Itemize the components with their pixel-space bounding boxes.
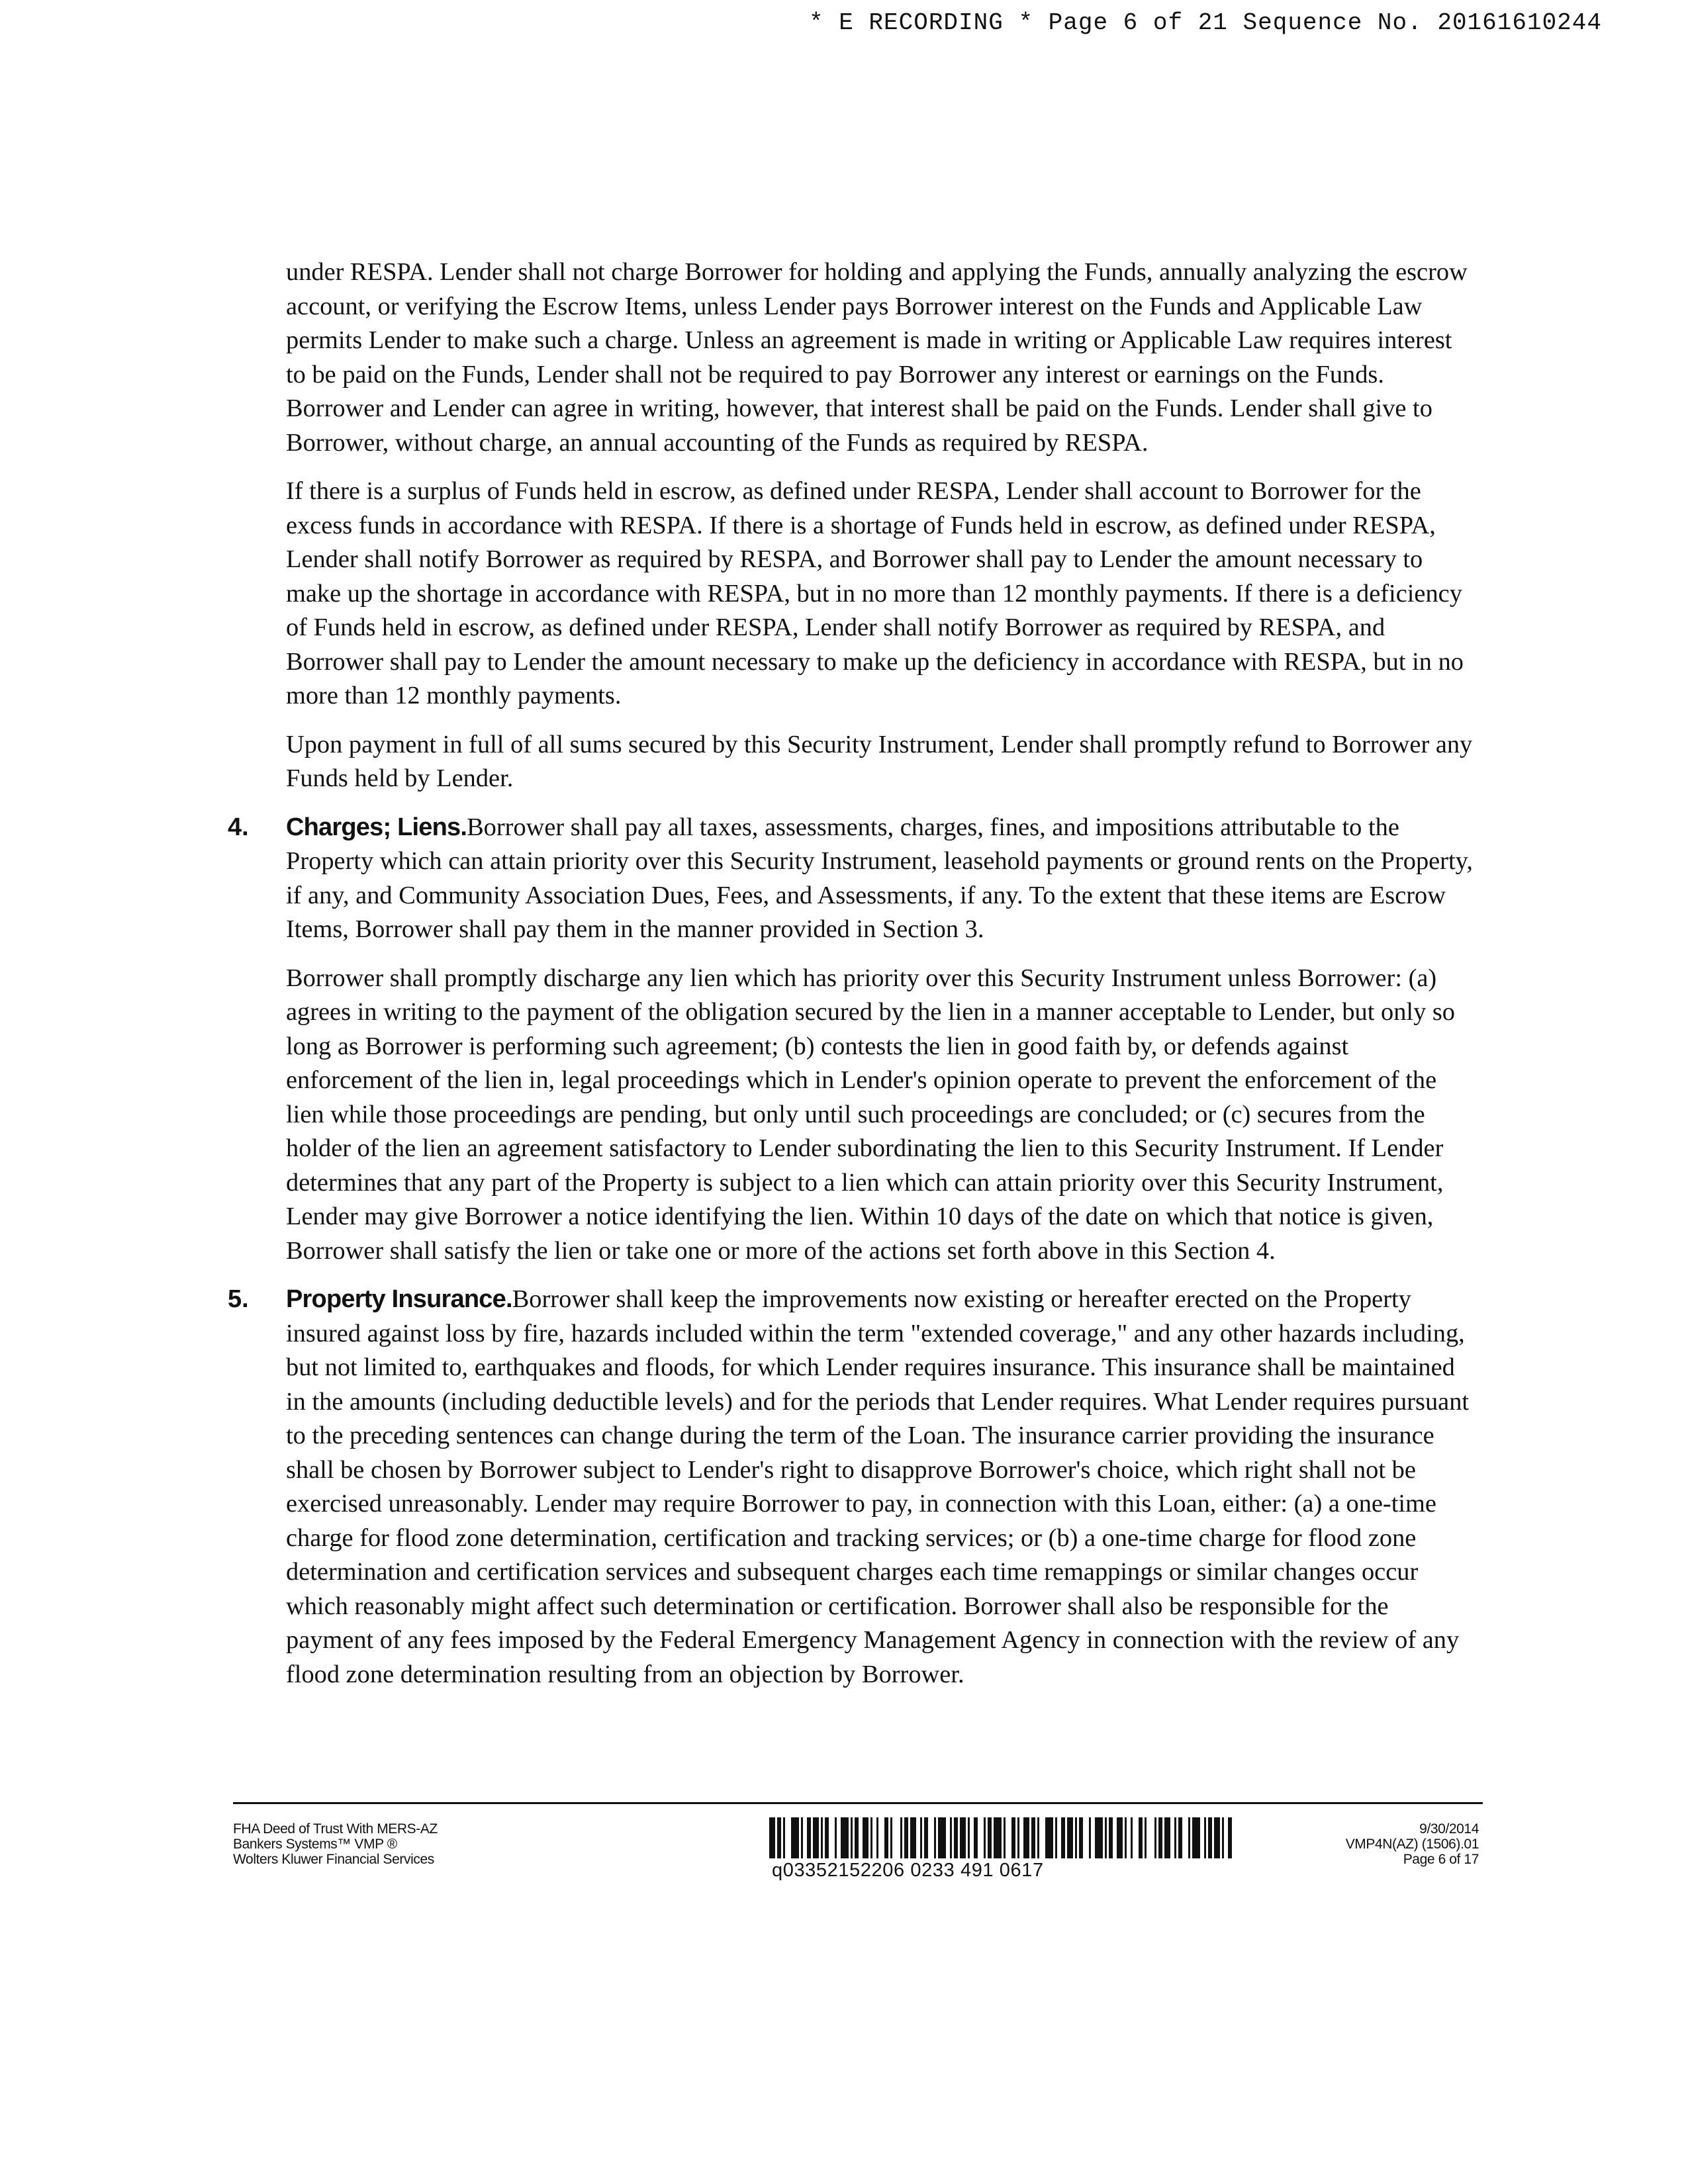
barcode-bar	[1188, 1817, 1190, 1858]
barcode-graphic	[769, 1817, 1233, 1858]
barcode-bar	[1045, 1817, 1053, 1858]
barcode-bar	[1208, 1817, 1212, 1858]
barcode-bar	[1061, 1817, 1065, 1858]
barcode-bar	[974, 1817, 978, 1858]
barcode-bar	[841, 1817, 849, 1858]
barcode-bar	[920, 1817, 922, 1858]
barcode-bar	[968, 1817, 970, 1858]
barcode-bar	[863, 1817, 868, 1858]
barcode-bar	[1174, 1817, 1176, 1858]
barcode-bar	[1079, 1817, 1083, 1858]
barcode-bar	[1204, 1817, 1206, 1858]
paragraph-lien-discharge: Borrower shall promptly discharge any lien which has priority over this Security Instrument unless Borrower: (a) agrees in writing to the payment of the obligation secured by the lien in a manner acceptable to Lender, but only so long as Borrower is performing such agreement; (b) contests the lien in good faith by, or defends against enforcement of the lien in, legal proceedings which in Lender's opinion operate to prevent the enforcement of the lien while those proceedings are pending, but only until such proceedings are concluded; or (c) secures from the holder of the lien an agreement satisfactory to Lender subordinating the lien to this Security Instrument. If Lender determines that any part of the Property is subject to a lien which can attain priority over this Security Instrument, Lender may give Borrower a notice identifying the lien. Within 10 days of the date on which that notice is given, Borrower shall satisfy the lien or take one or more of the actions set forth above in this Section 4.	[286, 964, 1456, 1265]
footer-company: Wolters Kluwer Financial Services	[233, 1852, 434, 1867]
section-title: Charges; Liens.	[286, 813, 467, 841]
barcode-bar	[1158, 1817, 1162, 1858]
barcode-bar	[835, 1817, 837, 1858]
section-text: Borrower shall keep the improvements now existing or hereafter erected on the Property insured against loss by fire, hazards included within the term "extended coverage," and any other hazards including, but not limited to, earthquakes and floods, for which Lender requires insurance. This insurance shall be maintained in the amounts (including deductible levels) and for the periods that Lender requires. What Lender requires pursuant to the preceding sentences can change during the term of the Loan. The insurance carrier providing the insurance shall be chosen by Borrower subject to Lender's right to disapprove Borrower's choice, which right shall not be exercised unreasonably. Lender may require Borrower to pay, in connection with this Loan, either: (a) a one-time charge for flood zone determination, certification and tracking services; or (b) a one-time charge for flood zone determination and certification services and subsequent charges each time remappings or similar changes occur which reasonably might affect such determination or certification. Borrower shall also be responsible for the payment of any fees imposed by the Federal Emergency Management Agency in connection with the review of any flood zone determination resulting from an objection by Borrower.	[286, 1285, 1470, 1688]
section-text: Borrower shall pay all taxes, assessments, charges, fines, and impositions attributable to the Property which can attain priority over this Security Instrument, leasehold payments or ground rents on the Property, if any, and Community Association Dues, Fees, and Assessments, if any. To the extent that these items are Escrow Items, Borrower shall pay them in the manner provided in Section 3.	[286, 813, 1473, 943]
paragraph-respa-funds: under RESPA. Lender shall not charge Borrower for holding and applying the Funds, annually analyzing the escrow account, or verifying the Escrow Items, unless Lender pays Borrower interest on the Funds and Applicable Law permits Lender to make such a charge. Unless an agreement is made in writing or Applicable Law requires interest to be paid on the Funds, Lender shall not be required to pay Borrower any interest or earnings on the Funds. Borrower and Lender can agree in writing, however, that interest shall be paid on the Funds. Lender shall give to Borrower, without charge, an annual accounting of the Funds as required by RESPA.	[286, 258, 1468, 457]
paragraph-surplus-shortage: If there is a surplus of Funds held in escrow, as defined under RESPA, Lender shall account to Borrower for the excess funds in accordance with RESPA. If there is a shortage of Funds held in escrow, as defined under RESPA, Lender shall notify Borrower as required by RESPA, and Borrower shall pay to Lender the amount necessary to make up the shortage in accordance with RESPA, but in no more than 12 monthly payments. If there is a deficiency of Funds held in escrow, as defined under RESPA, Lender shall notify Borrower as required by RESPA, and Borrower shall pay to Lender the amount necessary to make up the deficiency in accordance with RESPA, but in no more than 12 monthly payments.	[286, 477, 1464, 709]
barcode-bar	[954, 1817, 958, 1858]
barcode-bar	[777, 1817, 781, 1858]
barcode-bar	[1017, 1817, 1019, 1858]
barcode-number: q03352152206 0233 491 0617	[772, 1860, 1044, 1881]
barcode-bar	[1075, 1817, 1077, 1858]
barcode-bar	[1089, 1817, 1091, 1858]
barcode-bar	[791, 1817, 799, 1858]
barcode-bar	[904, 1817, 908, 1858]
footer-date: 9/30/2014	[1419, 1821, 1479, 1837]
barcode-bar	[884, 1817, 888, 1858]
section-number: 5.	[228, 1285, 249, 1313]
barcode	[769, 1817, 1233, 1882]
footer-form-number: VMP4N(AZ) (1506).01	[1345, 1837, 1479, 1852]
section-4-charges-liens	[228, 811, 1477, 947]
barcode-bar	[1004, 1817, 1006, 1858]
barcode-bar	[1178, 1817, 1182, 1858]
barcode-bar	[1131, 1817, 1133, 1858]
section-title: Property Insurance.	[286, 1285, 512, 1313]
barcode-bar	[870, 1817, 872, 1858]
document-body	[228, 255, 1477, 1706]
footer-form-name: FHA Deed of Trust With MERS-AZ	[233, 1821, 438, 1837]
paragraph-refund: Upon payment in full of all sums secured by this Security Instrument, Lender shall promptly refund to Borrower any Funds held by Lender.	[286, 730, 1473, 792]
footer-divider	[233, 1802, 1483, 1804]
barcode-bar	[934, 1817, 936, 1858]
barcode-bar	[851, 1817, 853, 1858]
barcode-bar	[769, 1817, 775, 1858]
barcode-bar	[900, 1817, 902, 1858]
section-number: 4.	[228, 813, 249, 841]
footer-page-number: Page 6 of 17	[1403, 1852, 1479, 1867]
barcode-bar	[960, 1817, 966, 1858]
barcode-bar	[876, 1817, 878, 1858]
barcode-bar	[807, 1817, 811, 1858]
barcode-bar	[910, 1817, 916, 1858]
barcode-bar	[1228, 1817, 1232, 1858]
barcode-bar	[950, 1817, 952, 1858]
barcode-bar	[1023, 1817, 1029, 1858]
barcode-bar	[984, 1817, 986, 1858]
barcode-bar	[1055, 1817, 1057, 1858]
barcode-bar	[801, 1817, 803, 1858]
barcode-bar	[890, 1817, 892, 1858]
barcode-bar	[855, 1817, 859, 1858]
barcode-bar	[994, 1817, 1002, 1858]
barcode-bar	[1109, 1817, 1113, 1858]
barcode-bar	[1095, 1817, 1103, 1858]
barcode-bar	[1031, 1817, 1035, 1858]
footer-form-code	[1346, 1821, 1479, 1867]
footer-vendor: Bankers Systems™ VMP ®	[233, 1837, 397, 1852]
barcode-bar	[1154, 1817, 1156, 1858]
barcode-bar	[1192, 1817, 1200, 1858]
barcode-bar	[988, 1817, 992, 1858]
barcode-bar	[1214, 1817, 1220, 1858]
barcode-bar	[825, 1817, 829, 1858]
barcode-bar	[813, 1817, 819, 1858]
recording-header: * E RECORDING * Page 6 of 21 Sequence No. 20161610244	[809, 9, 1602, 36]
barcode-bar	[1125, 1817, 1127, 1858]
barcode-bar	[783, 1817, 785, 1858]
footer-form-info	[233, 1821, 438, 1867]
barcode-bar	[1222, 1817, 1224, 1858]
barcode-bar	[1067, 1817, 1073, 1858]
barcode-bar	[924, 1817, 928, 1858]
barcode-bar	[1037, 1817, 1039, 1858]
barcode-bar	[1145, 1817, 1147, 1858]
barcode-bar	[1117, 1817, 1123, 1858]
barcode-bar	[1139, 1817, 1143, 1858]
barcode-bar	[821, 1817, 823, 1858]
barcode-bar	[1105, 1817, 1107, 1858]
barcode-bar	[1164, 1817, 1170, 1858]
section-5-property-insurance	[228, 1283, 1477, 1692]
barcode-bar	[1011, 1817, 1015, 1858]
barcode-bar	[938, 1817, 946, 1858]
